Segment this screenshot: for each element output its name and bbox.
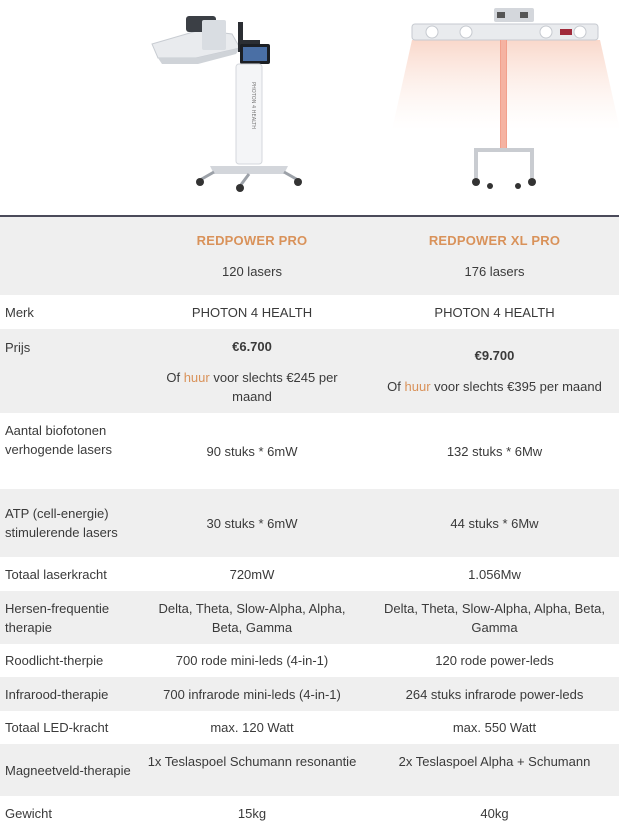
price-cell-2 xyxy=(370,329,619,413)
row-value-1: max. 120 Watt xyxy=(210,720,294,735)
row-value-1: 720mW xyxy=(229,566,275,582)
row-value-1: 700 infrarode mini-leds (4-in-1) xyxy=(134,677,370,711)
row-label: Magneetveld-therapie xyxy=(0,744,134,796)
product-2-header xyxy=(370,217,619,295)
table-row xyxy=(0,796,619,830)
price-2: €9.700 xyxy=(474,348,515,363)
rent-text-2 xyxy=(370,377,619,396)
rent-prefix: Of xyxy=(166,369,184,385)
table-row xyxy=(0,591,619,644)
row-value-1: 90 stuks * 6mW xyxy=(206,443,298,459)
product-1-header xyxy=(134,217,370,295)
row-value-2: 1.056Mw xyxy=(468,566,521,582)
row-value-1: PHOTON 4 HEALTH xyxy=(191,304,313,320)
rent-prefix: Of xyxy=(387,379,405,394)
comparison-table xyxy=(0,217,619,830)
row-value-1: 700 rode mini-leds (4-in-1) xyxy=(175,653,329,668)
row-value-2: Delta, Theta, Slow-Alpha, Alpha, Beta, Gamma xyxy=(370,591,619,644)
table-row xyxy=(0,489,619,557)
product-1-name: REDPOWER PRO xyxy=(196,233,308,248)
rent-link[interactable]: huur xyxy=(404,379,431,394)
product-2-lasers: 176 lasers xyxy=(464,264,525,279)
row-label: Prijs xyxy=(0,329,134,413)
row-label: Hersen-frequentie therapie xyxy=(0,591,134,644)
row-label: Totaal LED-kracht xyxy=(5,720,109,735)
product-images xyxy=(0,0,619,216)
row-value-1: 15kg xyxy=(237,805,267,821)
row-value-1: 1x Teslaspoel Schumann resonantie xyxy=(134,744,370,796)
header-empty-cell xyxy=(0,217,134,295)
row-value-1: 30 stuks * 6mW xyxy=(134,489,370,557)
row-value-2: 40kg xyxy=(480,805,509,821)
table-row xyxy=(0,413,619,489)
row-label: Aantal biofotonen verhogende lasers xyxy=(5,423,112,457)
device-brand-text: PHOTON 4 HEALTH xyxy=(250,82,256,130)
row-label: Gewicht xyxy=(5,805,52,821)
row-value-2: 2x Teslaspoel Alpha + Schumann xyxy=(370,744,619,796)
price-1: €6.700 xyxy=(232,338,272,354)
row-value-2: PHOTON 4 HEALTH xyxy=(434,304,555,320)
row-label: Roodlicht-therpie xyxy=(5,653,104,668)
row-value-2: 132 stuks * 6Mw xyxy=(446,443,543,459)
row-label: Merk xyxy=(5,304,34,320)
rent-link[interactable]: huur xyxy=(183,369,210,385)
price-row xyxy=(0,329,619,413)
rent-text-1 xyxy=(134,368,370,406)
product-header-row xyxy=(0,217,619,295)
row-value-2: 120 rode power-leds xyxy=(435,653,554,668)
price-cell-1 xyxy=(134,329,370,413)
redpower-xl-pro-image xyxy=(0,0,619,216)
row-label: Totaal laserkracht xyxy=(5,566,107,582)
table-row xyxy=(0,744,619,796)
row-value-2: 44 stuks * 6Mw xyxy=(370,489,619,557)
rent-suffix: voor slechts €395 per maand xyxy=(430,379,602,394)
table-row xyxy=(0,677,619,711)
product-2-name: REDPOWER XL PRO xyxy=(428,233,561,248)
table-row xyxy=(0,711,619,744)
row-label: ATP (cell-energie) stimulerende lasers xyxy=(0,489,134,557)
row-value-1: Delta, Theta, Slow-Alpha, Alpha, Beta, Gamma xyxy=(134,591,370,644)
table-row xyxy=(0,644,619,677)
row-label: Infrarood-therapie xyxy=(0,677,134,711)
row-value-2: max. 550 Watt xyxy=(452,720,537,735)
rent-suffix: voor slechts €245 per maand xyxy=(209,369,338,404)
table-row xyxy=(0,557,619,591)
table-row xyxy=(0,295,619,329)
product-1-lasers: 120 lasers xyxy=(222,264,282,279)
row-value-2: 264 stuks infrarode power-leds xyxy=(370,677,619,711)
